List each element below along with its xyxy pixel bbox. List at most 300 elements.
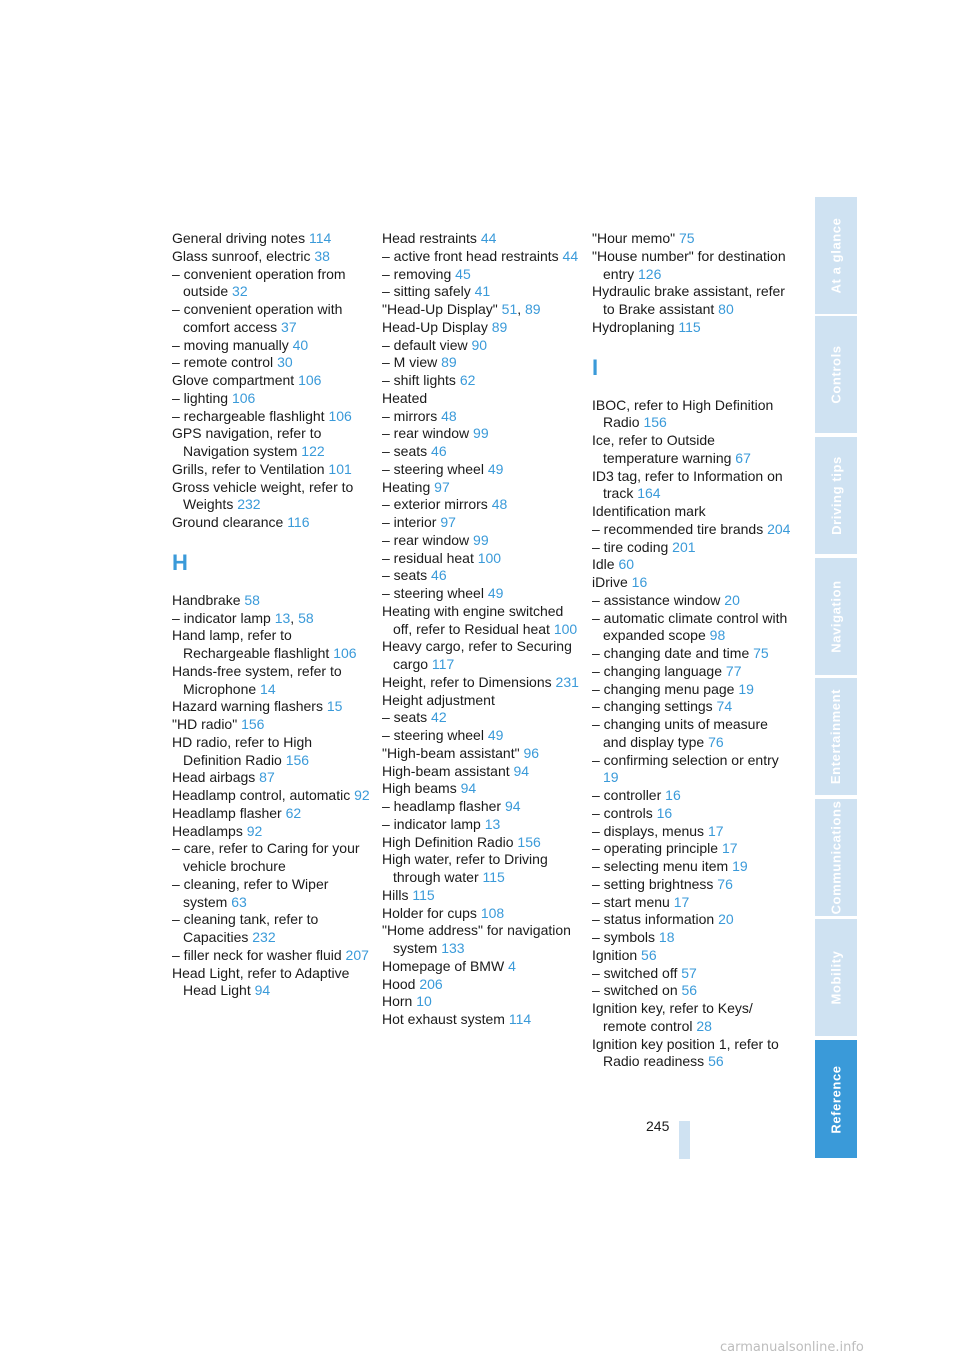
index-entry [592, 539, 792, 557]
page-reference-link[interactable]: 75 [678, 230, 695, 246]
index-term: – switched on [592, 982, 678, 999]
index-term: – interior [382, 514, 437, 530]
section-tabs [815, 197, 857, 1160]
page-reference-link[interactable]: 204 [767, 520, 791, 537]
page-reference-link[interactable]: 106 [231, 389, 256, 406]
page-reference-link[interactable]: 38 [314, 247, 330, 264]
index-entry [172, 769, 372, 787]
index-column-2 [382, 230, 582, 1029]
page-reference-link[interactable]: 97 [434, 478, 450, 495]
page-reference-link[interactable]: 37 [281, 318, 297, 335]
index-entry [592, 645, 792, 663]
index-term: – remote control [172, 354, 274, 371]
index-term: – changing date and time [592, 645, 750, 661]
page-reference-link[interactable]: 15 [326, 698, 343, 715]
page-reference-link[interactable]: 20 [718, 911, 734, 928]
index-term: GPS navigation, refer to Navigation system [172, 425, 322, 459]
index-term: IBOC, refer to High Definition Radio [592, 396, 774, 431]
index-term: High water, refer to Driving through water [382, 851, 548, 885]
page-reference-link[interactable]: 96 [523, 744, 540, 761]
index-term: – cleaning tank, refer to Capacities [172, 911, 319, 945]
index-entry [382, 443, 582, 461]
page-reference-link[interactable]: 231 [555, 673, 579, 690]
index-entry [172, 787, 372, 805]
tab-label: Entertainment [828, 688, 844, 785]
index-term: – setting brightness [592, 875, 714, 892]
index-entry [592, 230, 792, 248]
page-reference-link[interactable]: 67 [735, 449, 751, 466]
index-entry [382, 337, 582, 355]
index-entry [172, 734, 372, 770]
index-entry [382, 905, 582, 923]
tab-label: Mobility [828, 950, 844, 1005]
index-entry [382, 816, 582, 834]
page-reference-link[interactable]: 17 [673, 893, 690, 910]
page-reference-link[interactable]: 115 [678, 318, 701, 335]
page-reference-link[interactable]: 117 [431, 656, 455, 672]
index-entry [172, 716, 372, 734]
index-term: – changing settings [592, 698, 713, 715]
page-reference-link[interactable]: 41 [474, 283, 491, 300]
index-term: Holder for cups [382, 904, 477, 921]
index-term: – controls [592, 804, 653, 821]
index-entry [382, 283, 582, 301]
index-entry [592, 752, 792, 788]
index-term: – M view [382, 354, 438, 371]
index-entry [592, 858, 792, 876]
index-column-3 [592, 230, 792, 1071]
index-entry [172, 823, 372, 841]
index-entry: – indicator lamp 13, 58 [172, 609, 314, 626]
page-reference-link[interactable]: 28 [696, 1017, 712, 1034]
index-entry [382, 922, 582, 958]
page-reference-link[interactable]: 106 [333, 645, 357, 661]
index-entry [382, 408, 582, 426]
page-reference-link[interactable]: 13 [484, 815, 501, 832]
index-entry [382, 354, 582, 372]
page-reference-link[interactable]: 16 [656, 804, 673, 821]
index-entry [172, 461, 372, 479]
page-reference-link[interactable]: 77 [725, 662, 742, 679]
page-reference-link[interactable]: 99 [473, 531, 489, 548]
page-reference-link[interactable]: 40 [292, 336, 309, 353]
index-term: – seats [382, 709, 428, 726]
index-column-1 [172, 230, 372, 1000]
index-entry [382, 266, 582, 284]
index-term: Hot exhaust system [382, 1011, 505, 1027]
index-entry [172, 514, 372, 532]
index-term: – rear window [382, 531, 470, 548]
page-reference-link[interactable]: 48 [491, 496, 508, 513]
page-reference-link[interactable]: 207 [345, 946, 369, 963]
page-reference-link[interactable]: 232 [237, 496, 261, 513]
page-reference-link[interactable]: 18 [658, 929, 675, 945]
index-term: – care, refer to Caring for your vehicle brochure [172, 840, 360, 874]
page-reference-link[interactable]: 76 [708, 733, 724, 750]
page-reference-link[interactable]: 74 [716, 698, 733, 715]
page-reference-link[interactable]: 14 [260, 680, 276, 697]
index-term: Homepage of BMW [382, 957, 505, 974]
tab-label: Communications [828, 800, 844, 915]
page-reference-link[interactable]: 32 [232, 283, 248, 300]
index-term: Head-Up Display [382, 318, 488, 335]
index-entry [382, 798, 582, 816]
index-term: Glove compartment [172, 372, 295, 388]
index-term: Glass sunroof, electric [172, 247, 311, 264]
page-reference-link[interactable]: 206 [419, 975, 443, 992]
index-entry [172, 372, 372, 390]
page-reference-link[interactable]: 42 [431, 709, 447, 726]
index-entry [382, 976, 582, 994]
page-reference-link[interactable]: 80 [718, 301, 734, 317]
index-term: Heated [382, 389, 428, 406]
index-entry [172, 337, 372, 355]
page-reference-link[interactable]: 108 [480, 904, 505, 921]
index-term: Headlamps [172, 822, 243, 839]
index-term: Ignition key position 1, refer to Radio readiness [592, 1035, 779, 1070]
page-reference-link[interactable]: 46 [431, 567, 447, 584]
page-reference-link[interactable]: 51 [501, 301, 518, 317]
index-entry [382, 780, 582, 798]
index-entry [592, 894, 792, 912]
index-term: – controller [592, 787, 662, 803]
page-reference-link[interactable]: 94 [254, 982, 271, 999]
index-entry [382, 887, 582, 905]
index-entry [382, 993, 582, 1011]
page-reference-link[interactable]: 19 [738, 680, 754, 697]
index-term: – sitting safely [382, 283, 471, 300]
index-entry [172, 301, 372, 337]
index-entry [172, 698, 372, 716]
index-entry [592, 556, 792, 574]
index-entry [592, 319, 792, 337]
index-entry [382, 479, 582, 497]
page-reference-link[interactable]: 126 [638, 265, 662, 282]
index-entry [382, 532, 582, 550]
index-term: – operating principle [592, 840, 719, 857]
index-entry [382, 1011, 582, 1029]
index-term: – residual heat [382, 549, 474, 566]
page-reference-link[interactable]: 58 [244, 591, 260, 608]
index-entry [382, 425, 582, 443]
index-entry [592, 521, 792, 539]
page-reference-link[interactable]: 87 [259, 769, 275, 786]
index-entry [172, 876, 372, 912]
index-entry [382, 585, 582, 603]
index-section-heading: H [172, 549, 188, 575]
index-term: "Head-Up Display" [382, 301, 498, 317]
index-term: Headlamp control, automatic [172, 787, 351, 803]
index-term: – shift lights [382, 372, 456, 388]
page-number-bar [679, 1121, 690, 1159]
page-reference-link[interactable]: 58 [298, 609, 314, 626]
index-term: Grills, refer to Ventilation [172, 460, 325, 477]
index-term: "HD radio" [172, 716, 238, 732]
index-entry [592, 610, 792, 646]
index-entry [382, 692, 582, 710]
index-term: – steering wheel [382, 585, 484, 601]
page-reference-link[interactable]: 122 [301, 443, 325, 459]
page-reference-link[interactable]: 116 [287, 514, 310, 530]
index-term: General driving notes [172, 230, 306, 246]
page-reference-link[interactable]: 133 [441, 940, 465, 956]
page-reference-link[interactable]: 232 [252, 929, 276, 945]
page-reference-link[interactable]: 48 [441, 407, 457, 424]
index-entry [382, 727, 582, 745]
index-term: – lighting [172, 389, 229, 406]
page-reference-link[interactable]: 94 [504, 798, 521, 814]
index-term: – removing [382, 265, 452, 282]
index-entry [592, 397, 792, 433]
tab-label: At a glance [828, 217, 844, 294]
index-term: – recommended tire brands [592, 520, 764, 537]
page-reference-link[interactable]: 94 [513, 762, 530, 779]
index-term: – convenient operation from outside [172, 265, 346, 300]
page-reference-link[interactable]: 115 [482, 869, 505, 885]
page-reference-link[interactable]: 98 [709, 627, 726, 644]
index-entry [592, 982, 792, 1000]
page-reference-link[interactable]: 57 [681, 964, 697, 981]
index-entry [172, 840, 372, 876]
index-entry [592, 716, 792, 752]
index-entry [382, 567, 582, 585]
page-reference-link[interactable]: 19 [603, 769, 619, 786]
page-reference-link[interactable]: 49 [487, 727, 504, 743]
index-entry [172, 354, 372, 372]
page-reference-link[interactable]: 4 [508, 957, 516, 974]
index-term: Hand lamp, refer to Rechargeable flashlight [172, 627, 330, 661]
page-reference-link[interactable]: 20 [724, 591, 740, 608]
page-reference-link[interactable]: 92 [354, 787, 370, 803]
index-term: – filler neck for washer fluid [172, 946, 342, 963]
index-entry [172, 911, 372, 947]
index-entry [592, 574, 792, 592]
index-term: – seats [382, 443, 428, 459]
index-entry [172, 592, 372, 610]
index-term: Idle [592, 556, 615, 573]
page-reference-link[interactable]: 90 [471, 336, 488, 353]
index-term: Hands-free system, refer to Microphone [172, 662, 342, 697]
index-entry [382, 390, 582, 408]
index-entry [592, 787, 792, 805]
tab-communications[interactable] [815, 799, 857, 918]
page-reference-link[interactable]: 16 [665, 787, 681, 803]
tab-entertainment[interactable] [815, 678, 857, 797]
index-entry [172, 248, 372, 266]
index-term: Head Light, refer to Adaptive Head Light [172, 964, 350, 999]
index-term: Ground clearance [172, 514, 284, 530]
index-entry [592, 929, 792, 947]
index-entry [592, 592, 792, 610]
index-term: Heating with engine switched off, refer to Residual heat [382, 602, 564, 637]
page-reference-link[interactable]: 45 [455, 265, 471, 282]
page-reference-link[interactable]: 56 [708, 1053, 724, 1070]
index-entry [382, 709, 582, 727]
page-reference-link[interactable]: 97 [440, 514, 456, 530]
index-entry [172, 266, 372, 302]
index-term: – rechargeable flashlight [172, 407, 325, 424]
index-term: Handbrake [172, 591, 241, 608]
index-term: – changing language [592, 662, 723, 679]
page-reference-link[interactable]: 100 [477, 549, 502, 566]
page-reference-link[interactable]: 201 [672, 538, 696, 555]
index-entry [172, 479, 372, 515]
index-entry [382, 674, 582, 692]
index-entry [382, 834, 582, 852]
tab-at-a-glance[interactable] [815, 197, 857, 316]
index-term: – status information [592, 911, 715, 928]
tab-label: Controls [828, 345, 844, 404]
index-term: Height adjustment [382, 691, 495, 708]
index-entry [592, 468, 792, 504]
index-entry [172, 425, 372, 461]
index-entry [172, 627, 372, 663]
index-entry [172, 965, 372, 1001]
index-entry [172, 805, 372, 823]
tab-label: Navigation [828, 580, 844, 653]
index-term: – headlamp flasher [382, 798, 502, 814]
index-entry [592, 283, 792, 319]
index-term: Hydraulic brake assistant, refer to Brake assistant [592, 283, 785, 317]
page-reference-link[interactable]: 156 [517, 833, 541, 850]
page-reference-link[interactable]: 89 [525, 301, 541, 317]
index-term: – switched off [592, 964, 678, 981]
page-reference-link[interactable]: 62 [459, 372, 476, 388]
index-entry [382, 638, 582, 674]
page-reference-link[interactable]: 46 [431, 443, 447, 459]
page-reference-link[interactable]: 44 [562, 247, 579, 264]
index-term: – start menu [592, 893, 670, 910]
page-reference-link[interactable]: 164 [637, 485, 661, 502]
index-term: – active front head restraints [382, 247, 559, 264]
index-entry [382, 514, 582, 532]
index-term: – moving manually [172, 336, 289, 353]
page-reference-link[interactable]: 63 [231, 893, 247, 910]
index-term: – mirrors [382, 407, 438, 424]
index-entry [382, 745, 582, 763]
page-reference-link[interactable]: 49 [487, 460, 504, 477]
page-reference-link[interactable]: 156 [643, 414, 667, 431]
page-reference-link[interactable]: 114 [508, 1011, 532, 1027]
index-entry [382, 603, 582, 639]
index-entry [592, 840, 792, 858]
index-term: HD radio, refer to High Definition Radio [172, 733, 313, 768]
page-reference-link[interactable]: 56 [681, 982, 698, 999]
page-reference-link[interactable]: 156 [241, 716, 265, 732]
index-term: ID3 tag, refer to Information on track [592, 467, 783, 502]
index-term: Gross vehicle weight, refer to Weights [172, 478, 354, 513]
index-entry [592, 965, 792, 983]
index-term: Head airbags [172, 769, 256, 786]
index-term: High-beam assistant [382, 762, 510, 779]
page-reference-link[interactable]: 13 [274, 609, 291, 626]
page-reference-link[interactable]: 56 [641, 946, 657, 963]
index-term: Head restraints [382, 230, 477, 246]
index-entry [592, 698, 792, 716]
index-term: Hazard warning flashers [172, 698, 323, 715]
tab-reference[interactable] [815, 1040, 857, 1160]
index-entry [592, 947, 792, 965]
index-term: Ignition key, refer to Keys/ remote control [592, 1000, 753, 1034]
index-entry [382, 550, 582, 568]
page-reference-link[interactable]: 94 [460, 780, 477, 797]
index-entry: "Head-Up Display" 51, 89 [382, 301, 541, 317]
index-term: High beams [382, 780, 457, 797]
index-term: "Hour memo" [592, 230, 676, 246]
tab-navigation[interactable] [815, 558, 857, 677]
index-entry [592, 805, 792, 823]
index-entry [592, 911, 792, 929]
index-term: Hills [382, 886, 409, 903]
index-term: – cleaning, refer to Wiper system [172, 875, 329, 910]
page-reference-link[interactable]: 115 [412, 886, 435, 903]
index-term: – indicator lamp [172, 609, 271, 626]
page-reference-link[interactable]: 49 [487, 585, 504, 601]
index-entry [382, 461, 582, 479]
index-term: Hydroplaning [592, 318, 675, 335]
index-entry [172, 230, 372, 248]
index-term: – displays, menus [592, 822, 705, 839]
page-reference-link[interactable]: 76 [717, 875, 733, 892]
page-reference-link[interactable]: 99 [473, 425, 489, 442]
index-term: Hood [382, 975, 416, 992]
index-term: Identification mark [592, 503, 706, 519]
page-reference-link[interactable]: 10 [416, 993, 432, 1010]
page-number: 245 [646, 1118, 670, 1134]
index-entry [592, 823, 792, 841]
tab-controls[interactable] [815, 316, 857, 435]
page-reference-link[interactable]: 19 [732, 858, 748, 874]
index-term: – automatic climate control with expanded scope [592, 609, 788, 644]
index-entry [382, 958, 582, 976]
page-reference-link[interactable]: 106 [298, 372, 322, 388]
page-reference-link[interactable]: 17 [721, 840, 738, 857]
page-reference-link[interactable]: 156 [285, 751, 310, 768]
page-reference-link[interactable]: 100 [553, 620, 578, 637]
index-term: Ignition [592, 946, 638, 963]
page-reference-link[interactable]: 44 [480, 230, 497, 246]
tab-mobility[interactable] [815, 919, 857, 1038]
page-reference-link[interactable]: 75 [753, 645, 769, 661]
page-reference-link[interactable]: 30 [277, 354, 293, 371]
page-reference-link[interactable]: 89 [491, 318, 508, 335]
index-term: – convenient operation with comfort access [172, 301, 343, 335]
index-term: Ice, refer to Outside temperature warning [592, 432, 732, 466]
tab-label: Reference [828, 1064, 844, 1134]
page-reference-link[interactable]: 92 [246, 822, 263, 839]
index-term: Height, refer to Dimensions [382, 673, 552, 690]
page-reference-link[interactable]: 17 [707, 822, 724, 839]
index-term: – assistance window [592, 591, 721, 608]
index-entry [172, 408, 372, 426]
tab-driving-tips[interactable] [815, 437, 857, 556]
index-term: – selecting menu item [592, 858, 729, 874]
page-reference-link[interactable]: 114 [308, 230, 332, 246]
index-term: "Home address" for navigation system [382, 922, 571, 956]
watermark: carmanualsonline.info [720, 1340, 864, 1355]
index-entry [592, 1000, 792, 1036]
page-reference-link[interactable]: 62 [285, 804, 302, 821]
index-term: – changing units of measure and display type [592, 716, 768, 750]
page-reference-link[interactable]: 101 [328, 460, 352, 477]
index-entry [592, 681, 792, 699]
page-reference-link[interactable]: 106 [328, 407, 352, 424]
index-entry [592, 1036, 792, 1072]
index-entry [592, 876, 792, 894]
page-reference-link[interactable]: 89 [441, 354, 457, 371]
page-reference-link[interactable]: 16 [631, 574, 648, 590]
page-reference-link[interactable]: 60 [618, 556, 635, 573]
